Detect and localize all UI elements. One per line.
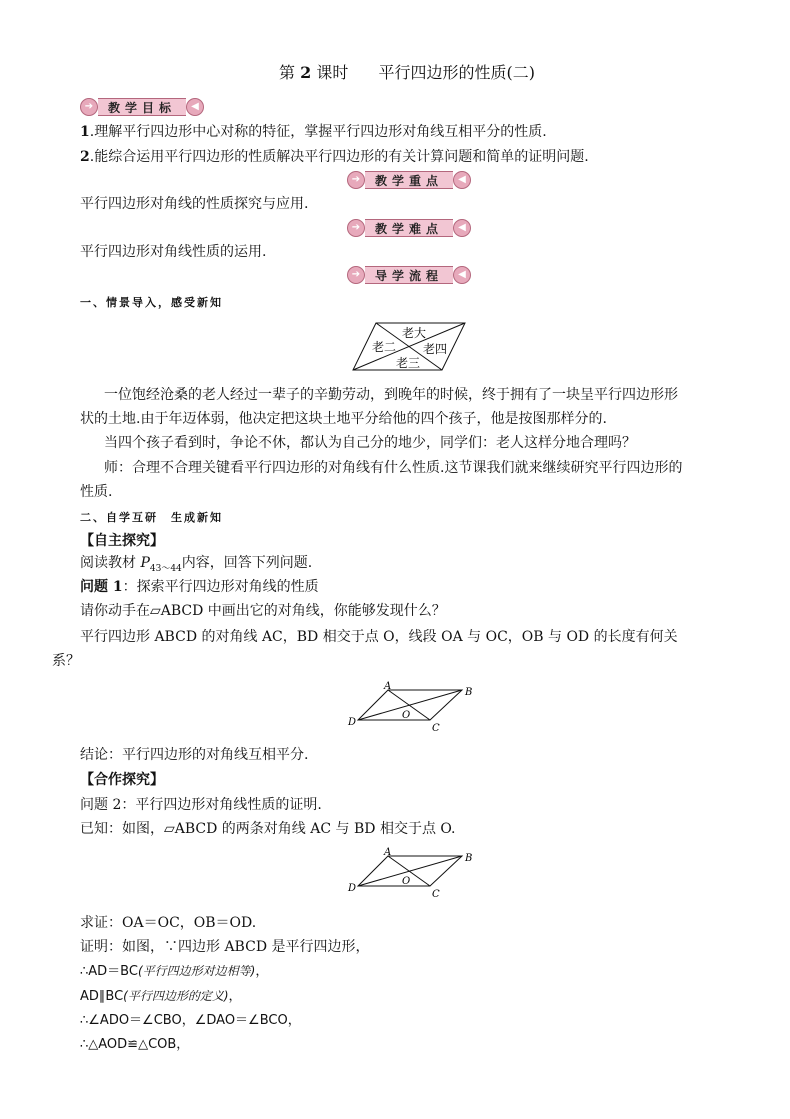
title-lesson: 第	[279, 63, 296, 82]
title-num: 2	[300, 63, 312, 82]
given-statement: 已知：如图，▱ABCD 的两条对角线 AC 与 BD 相交于点 O.	[80, 821, 456, 837]
question-1-detail-b: 系？	[52, 653, 80, 669]
story-p2: 当四个孩子看到时，争论不休，都认为自己分的地少，同学们：老人这样分地合理吗？	[104, 435, 636, 451]
section-2-heading: 二、自学互研 生成新知	[80, 511, 223, 524]
vertex-b: B	[465, 687, 473, 698]
proof-step-1: ∴AD＝BC(平行四边形对边相等)，	[80, 964, 269, 979]
section-1-heading: 一、情景导入，感受新知	[80, 296, 223, 309]
banner-label: 教学难点	[365, 219, 453, 237]
question-2: 问题 2：平行四边形对角线性质的证明.	[80, 797, 322, 813]
label-right: 老四	[423, 342, 448, 356]
story-p1b: 状的土地.由于年迈体弱，他决定把这块土地平分给他的四个孩子，他是按图那样分的.	[80, 411, 607, 427]
title-name: 平行四边形的性质(二)	[378, 63, 536, 82]
question-1-detail-a: 平行四边形 ABCD 的对角线 AC，BD 相交于点 O，线段 OA 与 OC，OB 与 OD 的长度有何关	[80, 629, 678, 645]
question-1: 问题 1：探索平行四边形对角线的性质	[80, 579, 319, 595]
arrow-right-icon: ➔	[347, 171, 365, 189]
coop-explore-heading: 【合作探究】	[80, 772, 164, 788]
banner-key-point	[347, 171, 471, 189]
title-unit: 课时	[316, 63, 349, 82]
arrow-left-icon: ◀	[453, 219, 471, 237]
vertex-d: D	[348, 883, 357, 894]
vertex-b: B	[465, 853, 473, 864]
key-point-text: 平行四边形对角线的性质探究与应用.	[80, 196, 309, 212]
story-p3a: 师：合理不合理关键看平行四边形的对角线有什么性质.这节课我们就来继续研究平行四边形的	[104, 460, 683, 476]
banner-label: 教学重点	[365, 171, 453, 189]
banner-label: 导学流程	[365, 266, 453, 284]
proof-step-4: ∴△AOD≌△COB，	[80, 1037, 190, 1052]
arrow-left-icon: ◀	[453, 266, 471, 284]
arrow-right-icon: ➔	[347, 266, 365, 284]
story-p1a: 一位饱经沧桑的老人经过一辈子的辛勤劳动，到晚年的时候，终于拥有了一块呈平行四边形形	[104, 387, 678, 403]
label-top: 老大	[402, 326, 427, 340]
banner-label: 教学目标	[98, 98, 186, 116]
arrow-left-icon: ◀	[186, 98, 204, 116]
goal-2: 2.能综合运用平行四边形的性质解决平行四边形的有关计算问题和简单的证明问题.	[80, 149, 589, 165]
banner-flow	[347, 266, 471, 284]
conclusion: 结论：平行四边形的对角线互相平分.	[80, 747, 309, 763]
difficulty-text: 平行四边形对角线性质的运用.	[80, 244, 267, 260]
vertex-c: C	[432, 889, 440, 900]
parallelogram-figure-1	[346, 680, 476, 736]
proof-start: 证明：如图，∵四边形 ABCD 是平行四边形，	[80, 939, 370, 955]
vertex-c: C	[432, 723, 440, 734]
question-1-ask: 请你动手在▱ABCD 中画出它的对角线，你能够发现什么？	[80, 603, 446, 619]
self-explore-heading: 【自主探究】	[80, 533, 164, 549]
banner-difficulty	[347, 219, 471, 237]
vertex-a: A	[384, 681, 392, 692]
proof-step-2: AD∥BC(平行四边形的定义)，	[80, 989, 242, 1004]
vertex-a: A	[384, 847, 392, 858]
prove-statement: 求证：OA＝OC，OB＝OD.	[80, 915, 257, 931]
arrow-right-icon: ➔	[80, 98, 98, 116]
arrow-left-icon: ◀	[453, 171, 471, 189]
page-title	[279, 64, 535, 82]
point-o: O	[402, 876, 411, 887]
goal-1: 1.理解平行四边形中心对称的特征，掌握平行四边形对角线互相平分的性质.	[80, 124, 547, 140]
parallelogram-figure-2	[346, 846, 476, 902]
arrow-right-icon: ➔	[347, 219, 365, 237]
reading-instruction: 阅读教材 $P_{43\sim 44}$内容，回答下列问题.	[80, 555, 313, 574]
land-division-figure	[350, 320, 470, 374]
point-o: O	[402, 710, 411, 721]
label-left: 老二	[372, 340, 397, 354]
proof-step-3: ∴∠ADO＝∠CBO，∠DAO＝∠BCO，	[80, 1013, 301, 1028]
label-bottom: 老三	[396, 356, 421, 370]
vertex-d: D	[348, 717, 357, 728]
story-p3b: 性质.	[80, 484, 113, 500]
banner-teaching-goals	[80, 98, 204, 116]
